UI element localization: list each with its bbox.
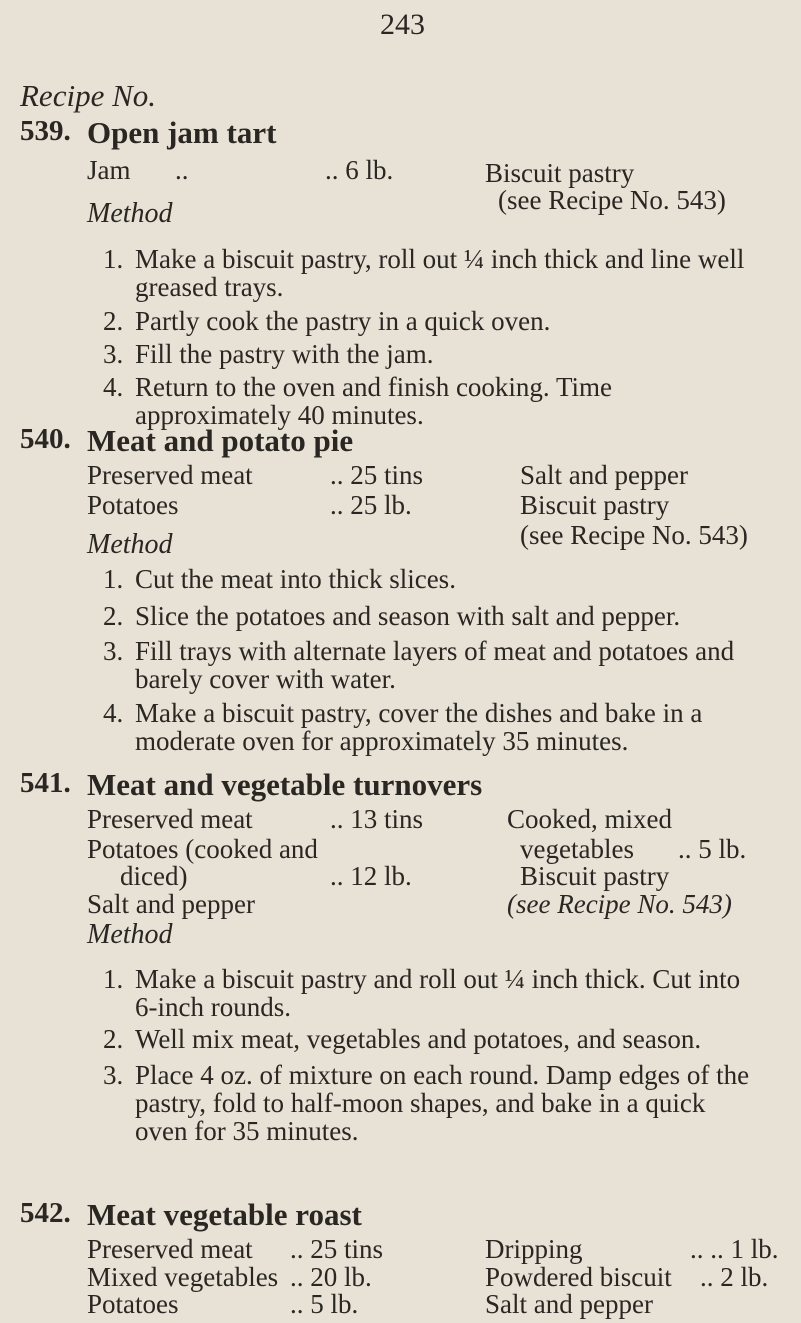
ingredient-right: Biscuit pastry (520, 861, 670, 891)
ingredient-right: Salt and pepper (485, 1289, 653, 1319)
ingredient-right: Biscuit pastry (485, 158, 635, 188)
step-text: Slice the potatoes and season with salt and pepper. (135, 601, 681, 631)
recipe-number: 540. (20, 423, 71, 455)
step-number: 1. (103, 244, 124, 274)
step-text: Make a biscuit pastry and roll out ¼ inch thick. Cut into 6-inch rounds. (135, 964, 741, 1022)
ingredient-right: vegetables (520, 834, 634, 864)
ingredient-name: Salt and pepper (87, 889, 255, 919)
ingredient-quantity: .. 25 tins (290, 1234, 384, 1264)
step-text: Partly cook the pastry in a quick oven. (135, 306, 551, 336)
recipe-number: 542. (20, 1197, 71, 1229)
step-text: Return to the oven and finish cooking. Time approximately 40 minutes. (135, 372, 612, 430)
step-number: 4. (103, 698, 124, 728)
ingredient-quantity: .. 12 lb. (330, 861, 412, 891)
ingredient-right: Biscuit pastry (520, 490, 670, 520)
ingredient-quantity: .. 20 lb. (290, 1262, 372, 1292)
ingredient-name: Preserved meat (87, 460, 253, 490)
step-number: 3. (103, 1060, 124, 1090)
recipe-title: Meat and potato pie (87, 423, 354, 458)
method-label: Method (87, 198, 173, 229)
recipe-title: Meat and vegetable turnovers (87, 767, 483, 802)
ingredient-quantity: .. 25 lb. (330, 490, 412, 520)
ingredient-quantity: .. 5 lb. (290, 1289, 359, 1319)
ingredient-name: Potatoes (87, 490, 179, 520)
recipe-column-header: Recipe No. (20, 78, 157, 113)
see-recipe-note: (see Recipe No. 543) (520, 520, 748, 550)
see-recipe-note: (see Recipe No. 543) (507, 889, 732, 919)
ingredient-quantity: .. 6 lb. (325, 155, 394, 185)
step-text: Well mix meat, vegetables and potatoes, and season. (135, 1024, 702, 1054)
step-text: Make a biscuit pastry, cover the dishes and bake in a moderate oven for approximately 35 minutes. (135, 698, 703, 756)
step-number: 1. (103, 564, 124, 594)
ingredient-name: diced) (120, 861, 188, 891)
ingredient-quantity: .. 25 tins (330, 460, 424, 490)
ingredient-quantity: .. 5 lb. (678, 834, 747, 864)
ingredient-right: Cooked, mixed (507, 804, 672, 834)
page-number: 243 (380, 8, 425, 41)
method-label: Method (87, 529, 173, 560)
step-text: Cut the meat into thick slices. (135, 564, 456, 594)
see-recipe-note: (see Recipe No. 543) (498, 185, 726, 215)
step-text: Fill trays with alternate layers of meat and potatoes and barely cover with water. (135, 636, 735, 694)
step-number: 1. (103, 964, 124, 994)
ingredient-right: Powdered biscuit (485, 1262, 672, 1292)
step-text: Make a biscuit pastry, roll out ¼ inch thick and line well greased trays. (135, 244, 745, 302)
ingredient-name: Jam (87, 155, 131, 185)
ingredient-name: Potatoes (cooked and (87, 834, 318, 864)
ingredient-right: Dripping (485, 1234, 583, 1264)
ingredient-dots: .. (175, 155, 189, 185)
step-number: 3. (103, 339, 124, 369)
ingredient-name: Preserved meat (87, 804, 253, 834)
step-text: Place 4 oz. of mixture on each round. Damp edges of the pastry, fold to half-moon shapes, and bake in a quick oven for 35 minutes. (135, 1060, 750, 1146)
ingredient-quantity: .. 2 lb. (700, 1262, 769, 1292)
step-text: Fill the pastry with the jam. (135, 339, 434, 369)
step-number: 2. (103, 1024, 124, 1054)
step-number: 2. (103, 601, 124, 631)
method-label: Method (87, 919, 173, 950)
ingredient-quantity: .. 13 tins (330, 804, 424, 834)
step-number: 3. (103, 636, 124, 666)
recipe-title: Open jam tart (87, 115, 277, 150)
ingredient-right: Salt and pepper (520, 460, 688, 490)
recipe-number: 539. (20, 115, 71, 147)
ingredient-quantity: .. .. 1 lb. (690, 1234, 779, 1264)
ingredient-name: Preserved meat (87, 1234, 253, 1264)
recipe-title: Meat vegetable roast (87, 1197, 362, 1232)
ingredient-name: Mixed vegetables (87, 1262, 279, 1292)
step-number: 4. (103, 372, 124, 402)
ingredient-name: Potatoes (87, 1289, 179, 1319)
step-number: 2. (103, 306, 124, 336)
recipe-number: 541. (20, 767, 71, 799)
